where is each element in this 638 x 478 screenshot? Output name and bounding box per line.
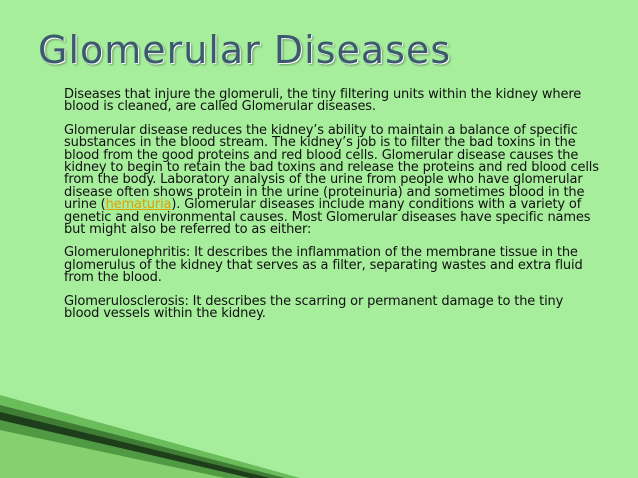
hematuria-link[interactable]: hematuria [105, 197, 172, 213]
slide-title: Glomerular Diseases [38, 28, 452, 72]
corner-band-fill [0, 420, 250, 478]
corner-band-mid [0, 405, 285, 478]
corner-band-highlight [0, 430, 225, 478]
corner-band-light [0, 395, 300, 478]
slide-body [64, 89, 599, 332]
paragraph-glomerulosclerosis: Glomerulosclerosis: It describes the scarring or permanent damage to the tiny blood vessels within the kidney. [64, 293, 564, 322]
paragraph-description-text-start: Glomerular disease reduces the kidney’s ability to maintain a balance of specific substances in the blood stream. The kidney’s job is to filter the bad toxins in the blood from the good proteins and red blood cells. Glomerular disease causes the kidney to begin to retain the bad toxins and release the proteins and red blood cells from the body. Laboratory analysis of the urine from people who have glomerular disease often shows protein in the urine (proteinuria) and sometimes blood in the urine ( [64, 122, 599, 213]
corner-band-dark [0, 412, 270, 478]
paragraph-glomerulonephritis: Glomerulonephritis: It describes the inflammation of the membrane tissue in the glomerulus of the kidney that serves as a filter, separating wastes and extra fluid from the blood. [64, 245, 583, 286]
paragraph-description [64, 122, 599, 238]
paragraph-intro: Diseases that injure the glomeruli, the tiny filtering units within the kidney where blood is cleaned, are called Glomerular diseases. [64, 87, 582, 115]
paragraph-description-text-end: ). Glomerular diseases include many conditions with a variety of genetic and environmental causes. Most Glomerular diseases have specific names but might also be referred to as either: [64, 197, 591, 238]
